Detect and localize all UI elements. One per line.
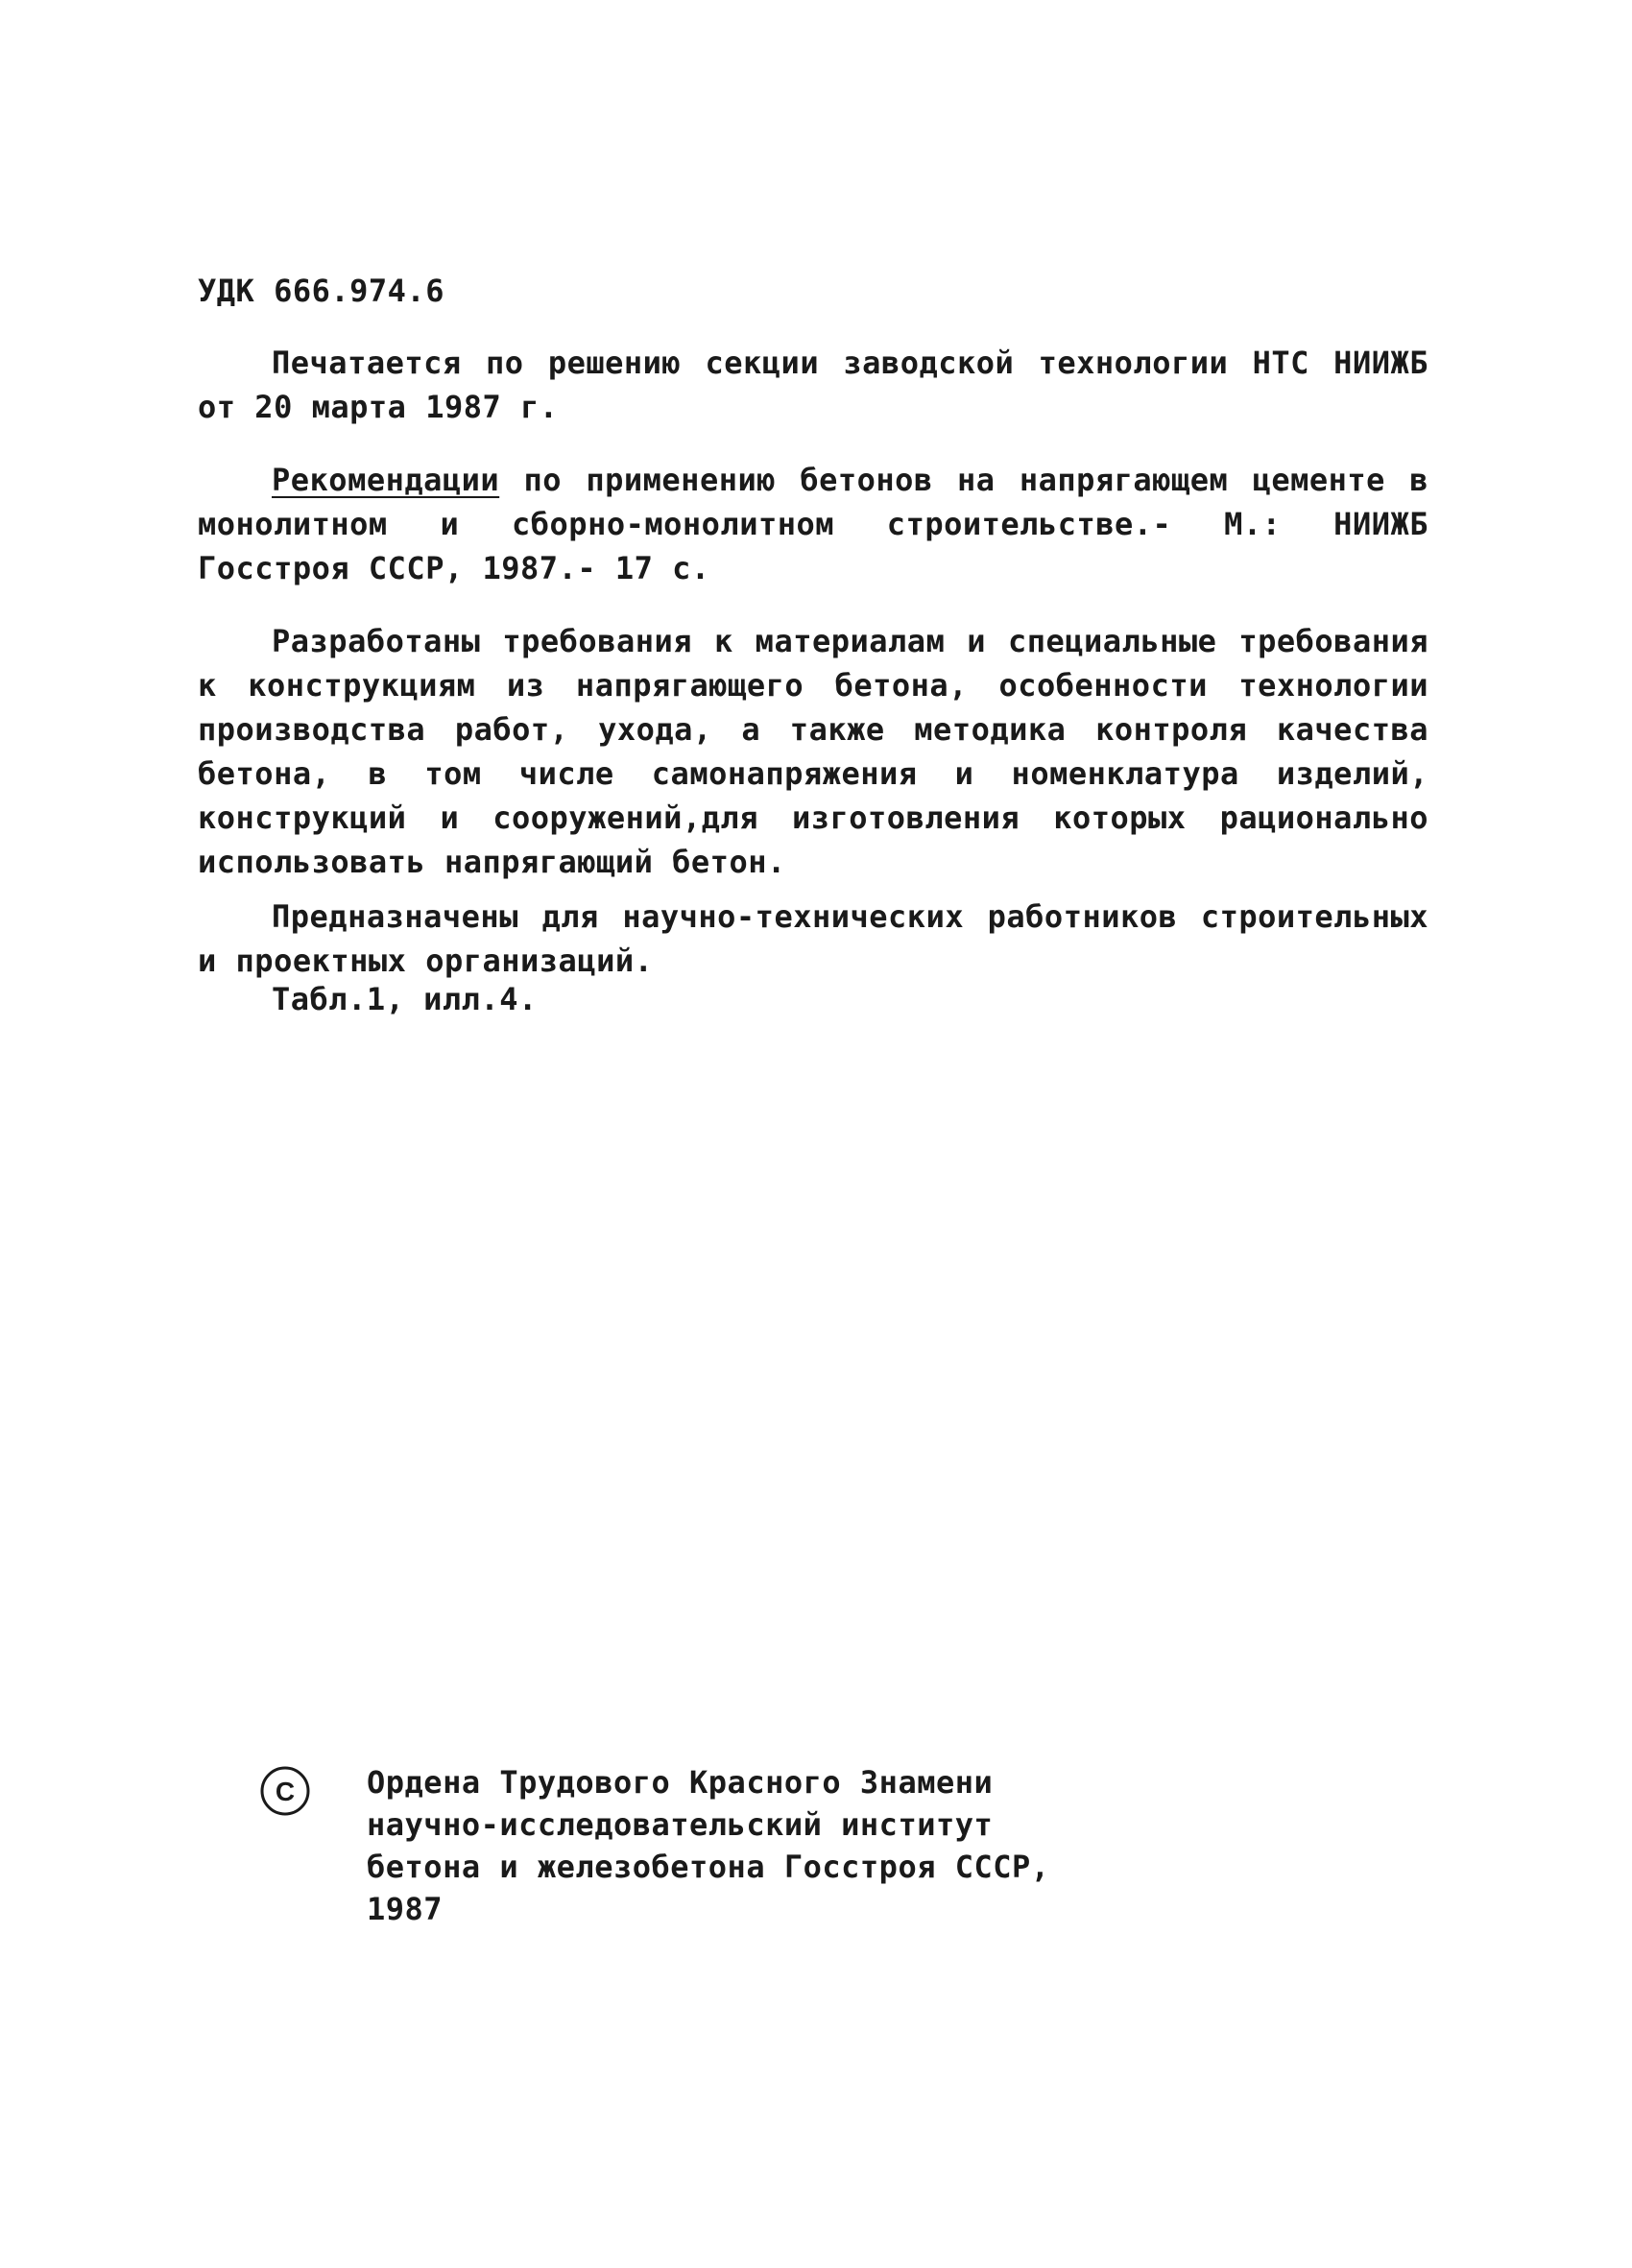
- copyright-symbol: C: [275, 1777, 296, 1806]
- audience-paragraph: Предназначены для научно-технических работников строительных и проектных организаций.: [198, 898, 1428, 979]
- citation-title: Рекомендации: [272, 462, 500, 498]
- tables-illustrations-count: Табл.1, илл.4.: [272, 981, 538, 1017]
- abstract-paragraph: Разработаны требования к материалам и специальные требования к конструкциям из напрягающего бетона, особенности технологии производства работ, ухода, а также методика контроля качества бетона, в том числе самонапряжения и номенклатура изделий, конструкций и сооружений,для изготовления которых рационально использовать напрягающий бетон.: [198, 623, 1428, 880]
- udk-code: УДК 666.974.6: [198, 273, 444, 309]
- print-note: Печатается по решению секции заводской технологии НТС НИИЖБ от 20 марта 1987 г.: [198, 345, 1428, 425]
- copyright-icon: [259, 1765, 311, 1817]
- citation: [198, 458, 1428, 590]
- citation-details: по применению бетонов на напрягающем цементе в монолитном и сборно-монолитном строительстве.- М.: НИИЖБ Госстроя СССР, 1987.- 17 с.: [198, 462, 1428, 586]
- publisher-name: Ордена Трудового Красного Знамени научно-исследовательский институт бетона и железобетона Госстроя СССР, 1987: [367, 1764, 1050, 1927]
- copyright-block: [259, 1761, 1123, 1953]
